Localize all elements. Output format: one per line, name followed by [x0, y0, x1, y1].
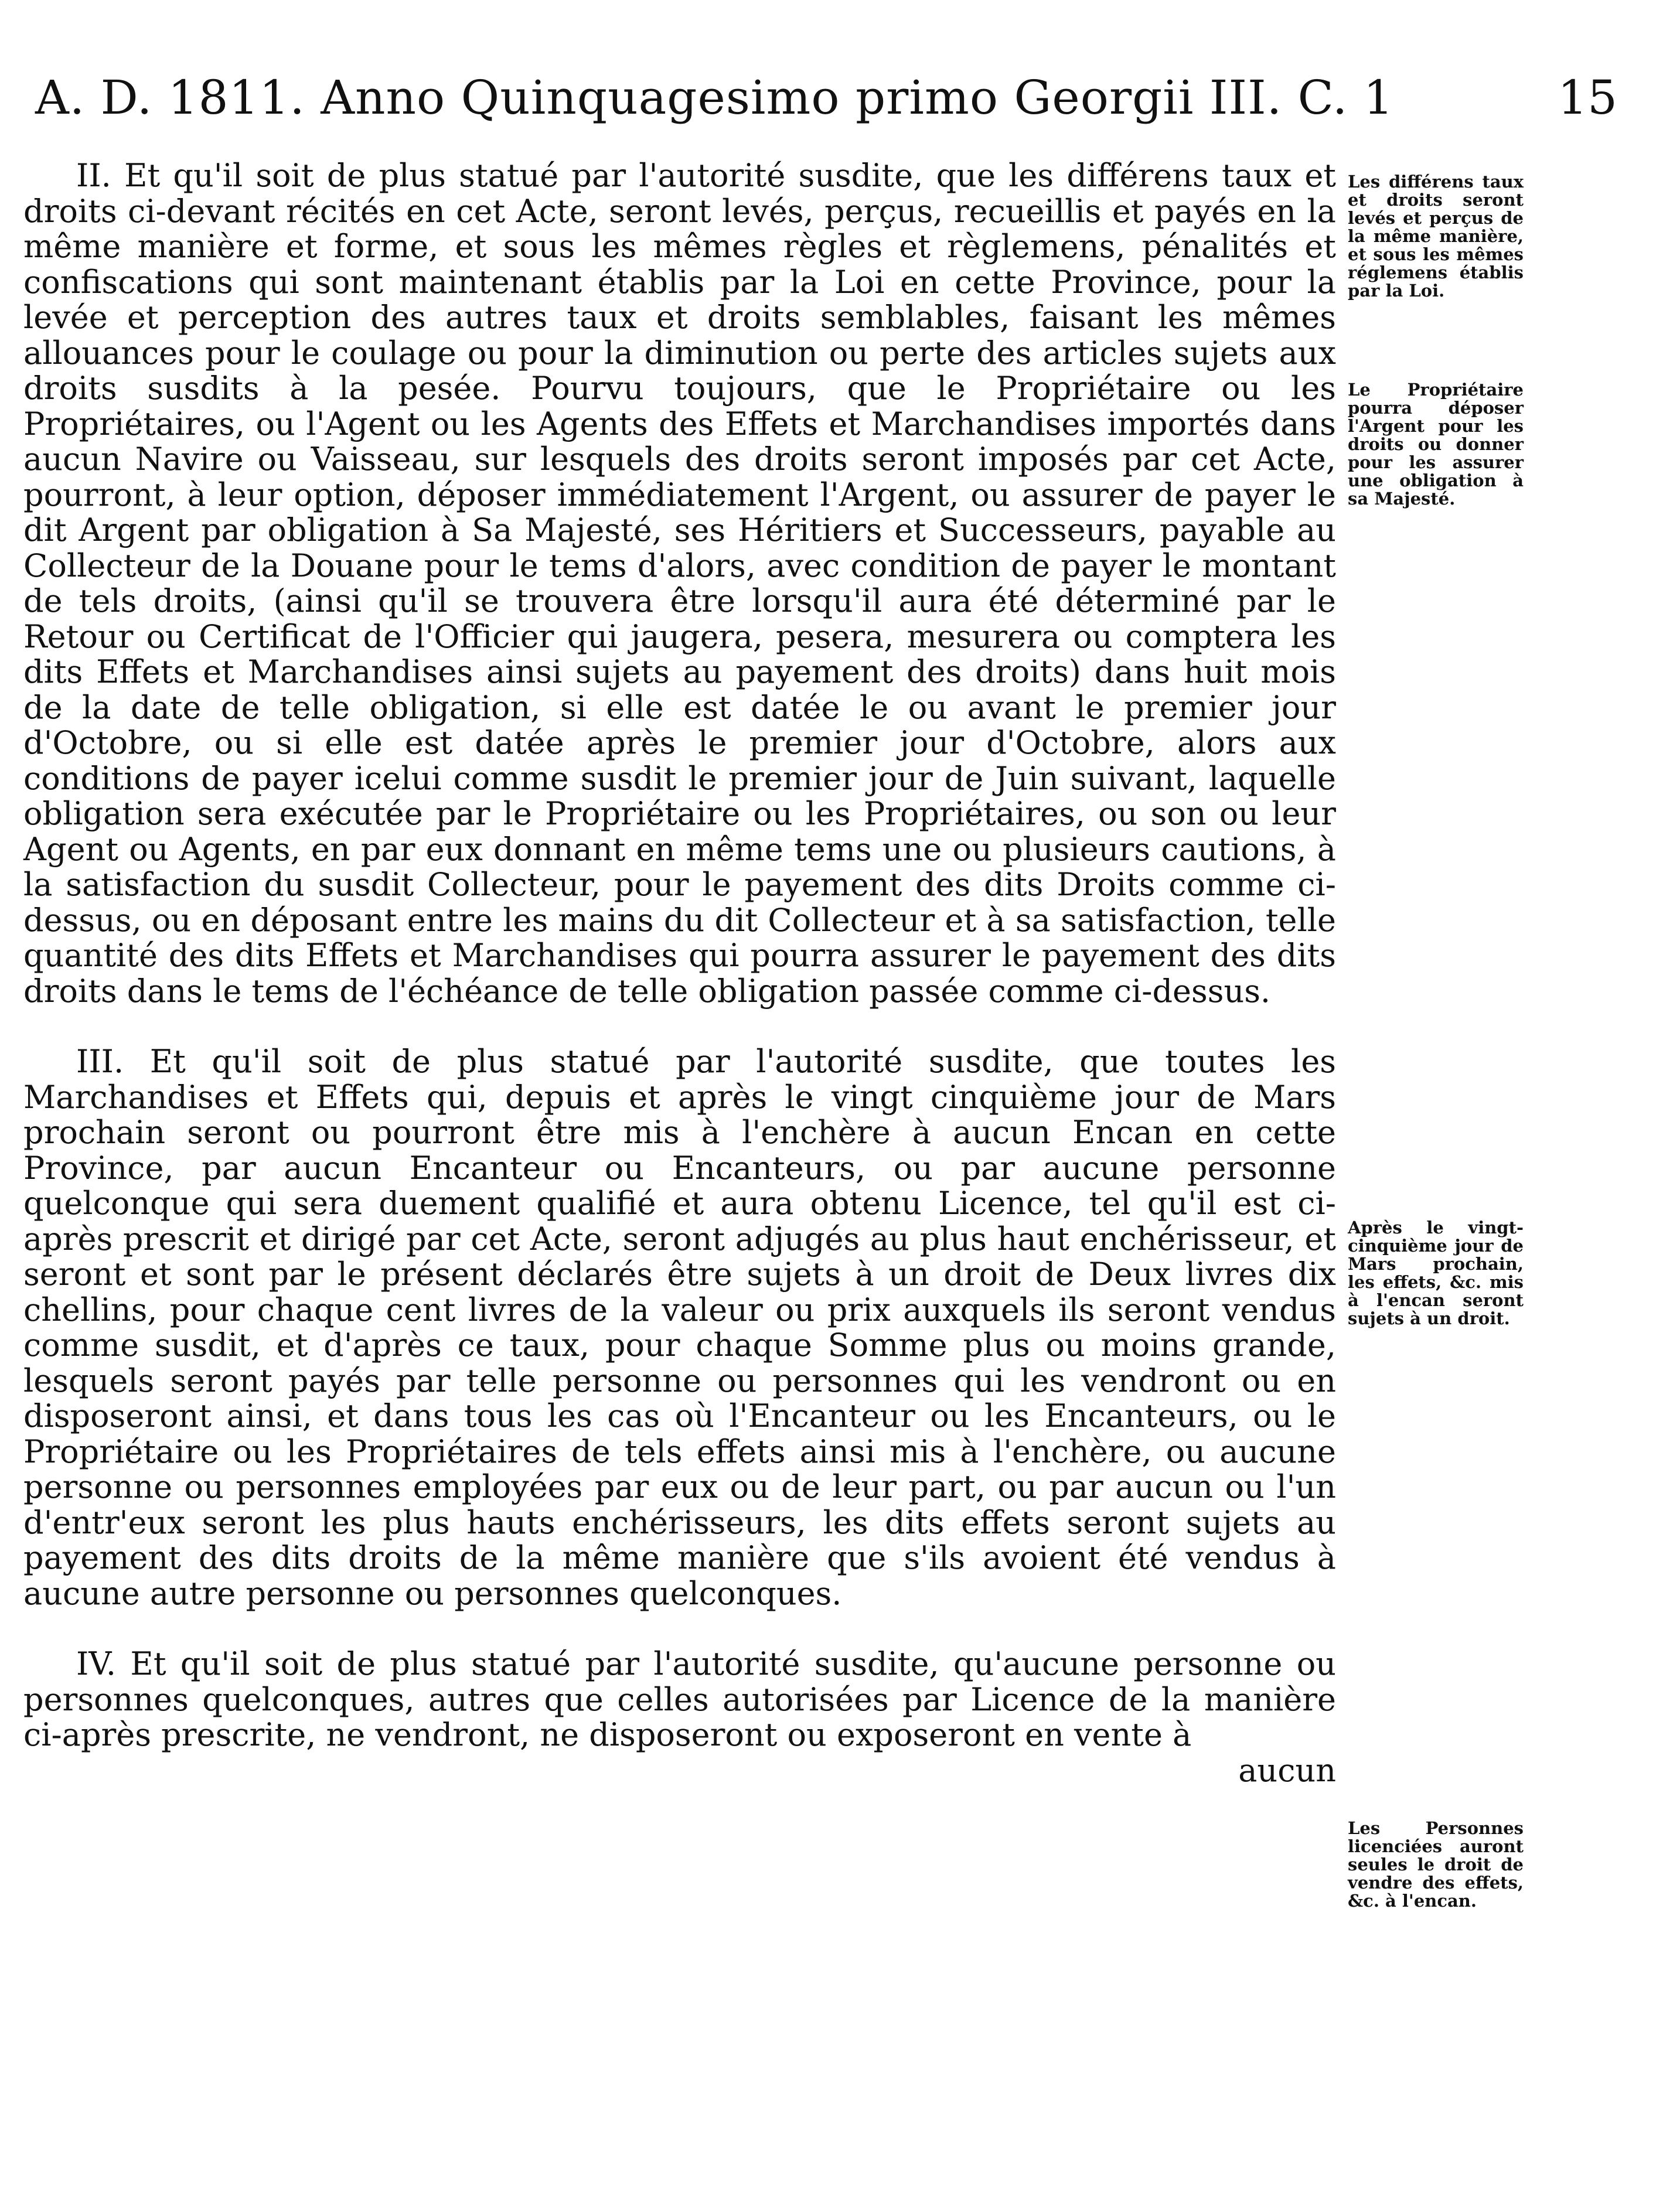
section-text: Et qu'il soit de plus statué par l'autorité susdite, que les différens taux et droits ci-devant récités en cet Acte, seront levés, perçus, recueillis et payés en la même manière et forme, et sous les mêmes règles et règlemens, pénalités et confiscations qui sont maintenant établis par la Loi en cette Province, pour la levée et perception des autres taux et droits semblables, faisant les mêmes allouances pour le coulage ou pour la diminution ou perte des articles sujets aux droits susdits à la pesée. Pourvu toujours, que le Propriétaire ou les Propriétaires, ou l'Agent ou les Agents des Effets et Marchandises importés dans aucun Navire ou Vaisseau, sur lesquels des droits seront imposés par cet Acte, pourront, à leur option, déposer immédiatement l'Argent, ou assurer de payer le dit Argent par obligation à Sa Majesté, ses Héritiers et Successeurs, payable au Collecteur de la Douane pour le tems d'alors, avec condition de payer le montant de tels droits, (ainsi qu'il se trouvera être lorsqu'il aura été déterminé par le Retour ou Certificat de l'Officier qui jaugera, pesera, mesurera ou comptera les dits Effets et Marchandises ainsi sujets au payement des droits) dans huit mois de la date de telle obligation, si elle est datée le ou avant le premier jour d'Octobre, ou si elle est datée après le premier jour d'Octobre, alors aux conditions de payer icelui comme susdit le premier jour de Juin suivant, laquelle obligation sera exécutée par le Propriétaire ou les Propriétaires, ou son ou leur Agent ou Agents, en par eux donnant en même tems une ou plusieurs cautions, à la satisfaction du susdit Collecteur, pour le payement des dits Droits comme ci-dessus, ou en déposant entre les mains du dit Collecteur et à sa satisfaction, telle quantité des dits Effets et Marchandises qui pourra assurer le payement des dits droits dans le tems de l'échéance de telle obligation passée comme ci-dessus. [23, 157, 1336, 1010]
margin-note-text: Après le vingt-cinquième jour de Mars prochain, les effets, &c. mis à l'encan seront sujets à un droit. [1348, 1218, 1524, 1328]
running-title: A. D. 1811. Anno Quinquagesimo primo Georgii III. C. 1 [35, 70, 1394, 125]
margin-note-text: Le Propriétaire pourra déposer l'Argent pour les droits ou donner pour les assurer une obligation à sa Majesté. [1348, 380, 1524, 509]
section-text: Et qu'il soit de plus statué par l'autorité susdite, qu'aucune personne ou personnes quelconques, autres que celles autorisées par Licence de la manière ci-après prescrite, ne vendront, ne disposeront ou exposeront en vente à [23, 1645, 1336, 1753]
section-number: IV. [76, 1645, 117, 1682]
page-number: 15 [1558, 70, 1617, 125]
section-iv [23, 1647, 1336, 1788]
margin-note-4 [1348, 1819, 1524, 1910]
section-iii [23, 1044, 1336, 1611]
section-number: III. [76, 1043, 124, 1080]
catchword: aucun [1238, 1751, 1336, 1789]
margin-note-1 [1348, 173, 1524, 300]
margin-note-2 [1348, 381, 1524, 508]
section-ii [23, 158, 1336, 1009]
page-header [35, 70, 1617, 141]
main-text [23, 158, 1336, 1823]
margin-note-text: Les Personnes licenciées auront seules le droit de vendre des effets, &c. à l'encan. [1348, 1818, 1524, 1911]
section-text: Et qu'il soit de plus statué par l'autorité susdite, que toutes les Marchandises et Effets qui, depuis et après le vingt cinquième jour de Mars prochain seront ou pourront être mis à l'enchère à aucun Encan en cette Province, par aucun Encanteur ou Encanteurs, ou par aucune personne quelconque qui sera duement qualifié et aura obtenu Licence, tel qu'il est ci-après prescrit et dirigé par cet Acte, seront adjugés au plus haut enchérisseur, et seront et sont par le présent déclarés être sujets à un droit de Deux livres dix chellins, pour chaque cent livres de la valeur ou prix auxquels ils seront vendus comme susdit, et d'après ce taux, pour chaque Somme plus ou moins grande, lesquels seront payés par telle personne ou personnes qui les vendront ou en disposeront ainsi, et dans tous les cas où l'Encanteur ou les Encanteurs, ou le Propriétaire ou les Propriétaires de tels effets ainsi mis à l'enchère, ou aucune personne ou personnes employées par eux ou de leur part, ou par aucun ou l'un d'entr'eux seront les plus hauts enchérisseurs, les dits effets seront sujets au payement des dits droits de la même manière que s'ils avoient été vendus à aucune autre personne ou personnes quelconques. [23, 1043, 1336, 1612]
margin-note-text: Les différens taux et droits seront levés et perçus de la même manière, et sous les mêmes réglemens établis par la Loi. [1348, 172, 1524, 301]
margin-note-3 [1348, 1219, 1524, 1328]
section-number: II. [76, 157, 111, 194]
